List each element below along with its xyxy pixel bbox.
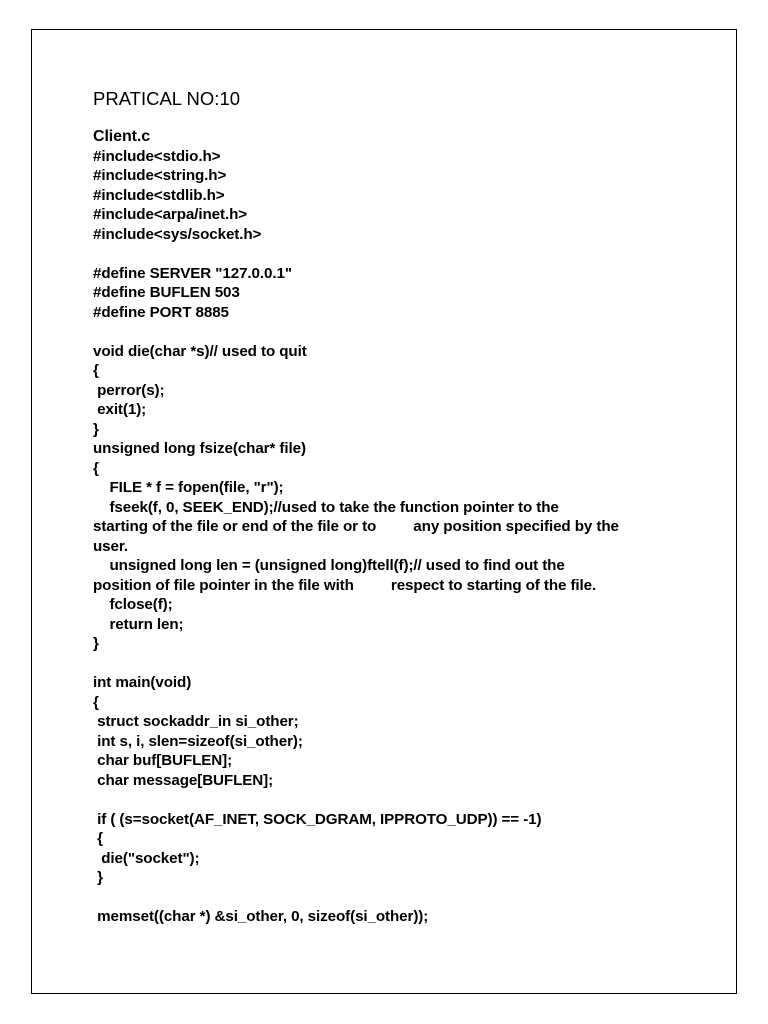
code-line: } xyxy=(93,869,103,886)
code-line: } xyxy=(93,635,99,652)
code-line: unsigned long fsize(char* file) xyxy=(93,440,306,457)
code-line: #include<string.h> xyxy=(93,167,227,184)
code-line xyxy=(93,654,693,674)
code-line: #define PORT 8885 xyxy=(93,303,229,321)
code-line: { xyxy=(93,362,99,379)
code-line: return len; xyxy=(93,615,184,633)
code-line: if ( (s=socket(AF_INET, SOCK_DGRAM, IPPROTO_UDP)) == -1) xyxy=(93,810,542,828)
code-line: #include<stdlib.h> xyxy=(93,186,225,204)
code-line: fseek(f, 0, SEEK_END);//used to take the function pointer to the xyxy=(93,498,559,516)
code-line: exit(1); xyxy=(93,401,147,418)
code-listing xyxy=(93,127,693,927)
code-line: #define SERVER "127.0.0.1" xyxy=(93,264,292,282)
code-line: char message[BUFLEN]; xyxy=(93,771,274,789)
code-line: #include<sys/socket.h> xyxy=(93,225,262,243)
code-line: int s, i, slen=sizeof(si_other); xyxy=(93,732,303,750)
code-line: die("socket"); xyxy=(93,849,200,867)
code-line: struct sockaddr_in si_other; xyxy=(93,713,299,730)
code-line: starting of the file or end of the file or to any position specified by the xyxy=(93,518,619,535)
code-line: FILE * f = fopen(file, "r"); xyxy=(93,479,284,496)
code-line: fclose(f); xyxy=(93,596,173,613)
code-line: #define BUFLEN 503 xyxy=(93,284,240,301)
code-line: int main(void) xyxy=(93,674,192,691)
code-line: { xyxy=(93,459,99,477)
page-heading: PRATICAL NO:10 xyxy=(93,88,241,109)
file-title: Client.c xyxy=(93,128,150,145)
code-line: char buf[BUFLEN]; xyxy=(93,752,233,769)
code-line xyxy=(93,244,693,264)
code-line xyxy=(93,888,693,908)
code-line xyxy=(93,322,693,342)
code-line: position of file pointer in the file with respect to starting of the file. xyxy=(93,576,597,594)
code-line: unsigned long len = (unsigned long)ftell(f);// used to find out the xyxy=(93,557,565,574)
code-line: perror(s); xyxy=(93,381,165,399)
document-content xyxy=(93,88,693,927)
code-line xyxy=(93,790,693,810)
code-line: { xyxy=(93,693,99,711)
code-line: memset((char *) &si_other, 0, sizeof(si_other)); xyxy=(93,908,429,925)
code-line: { xyxy=(93,830,103,847)
code-line: #include<stdio.h> xyxy=(93,147,221,165)
code-line: } xyxy=(93,420,99,438)
code-line: void die(char *s)// used to quit xyxy=(93,342,307,360)
code-line: user. xyxy=(93,537,128,555)
code-line: #include<arpa/inet.h> xyxy=(93,206,248,223)
